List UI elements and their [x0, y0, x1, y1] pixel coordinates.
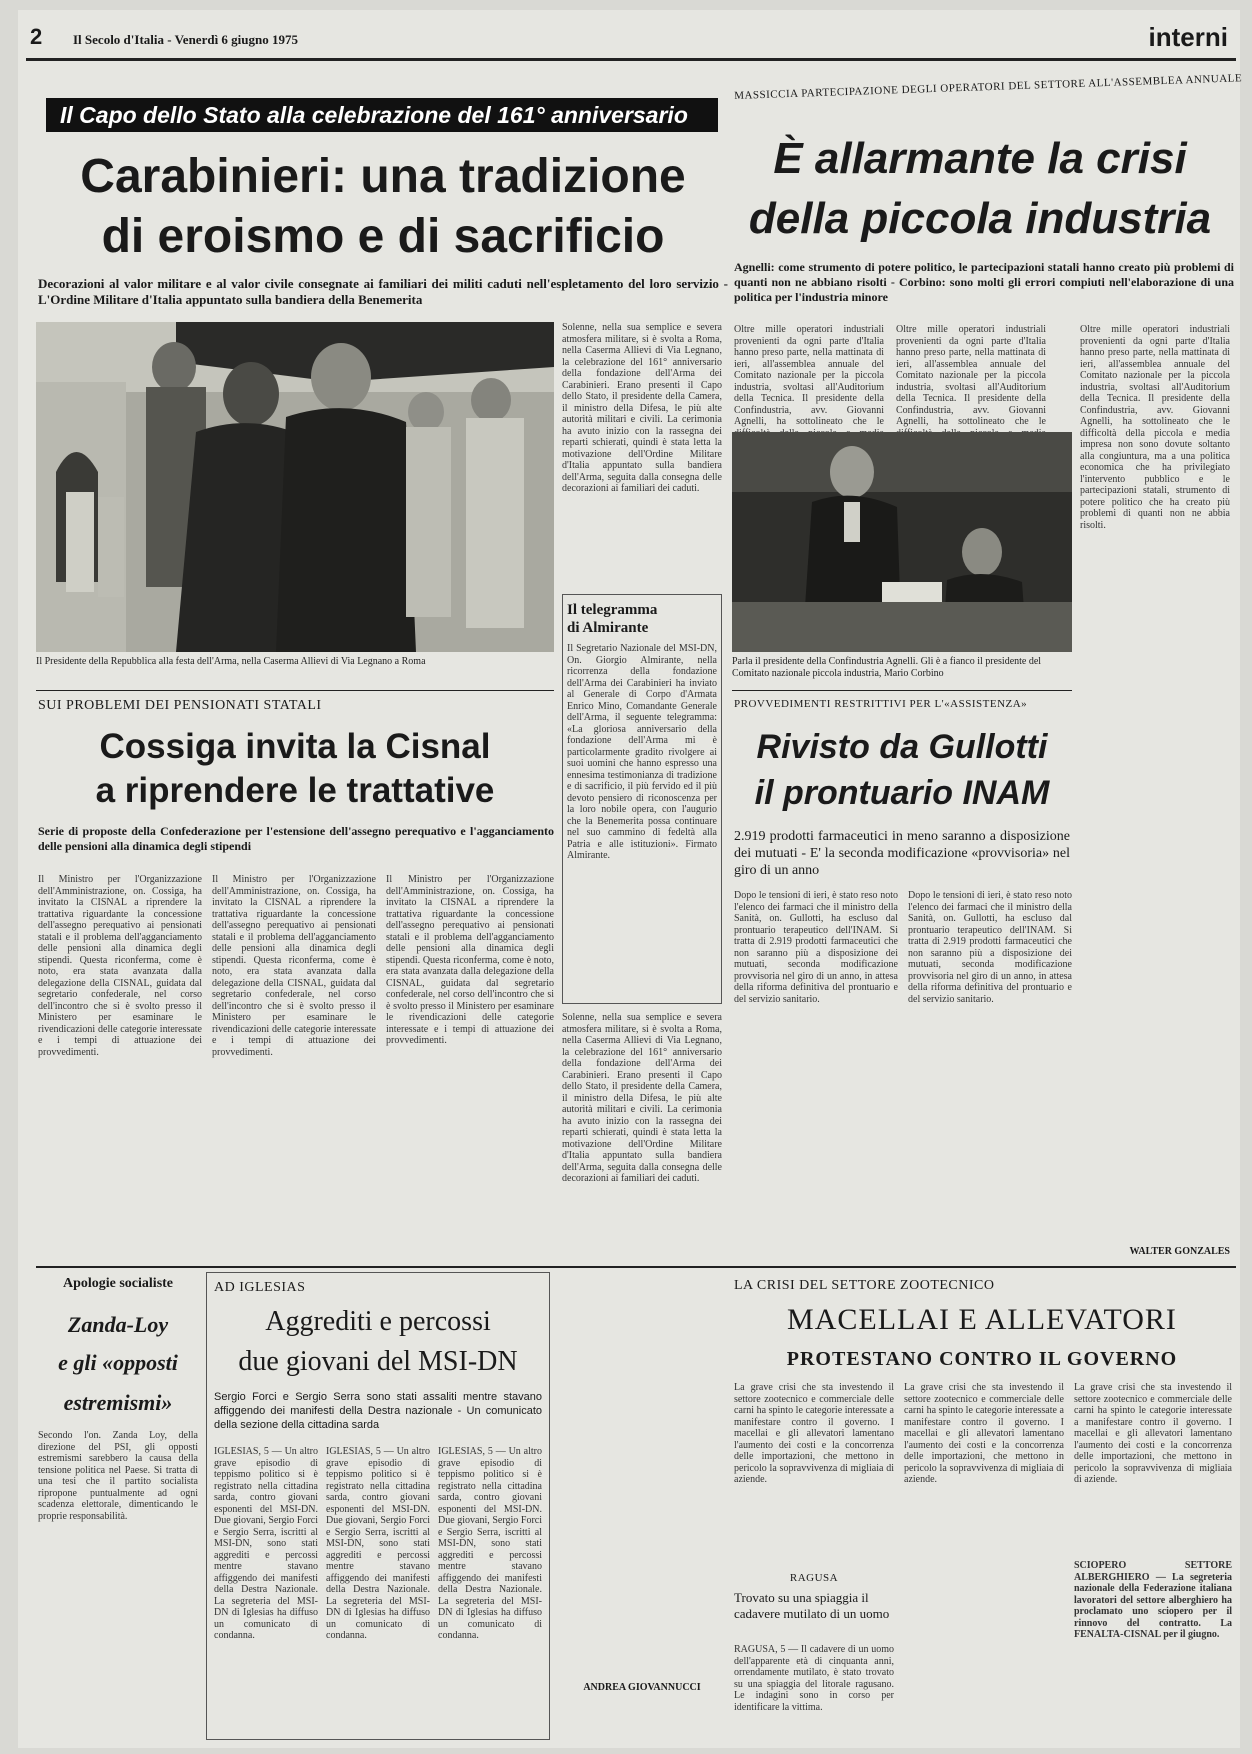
article1-photo-caption: Il Presidente della Repubblica alla festa dell'Arma, nella Caserma Allievi di Via Legnano a Roma [36, 656, 426, 667]
carabinieri-ceremony-image [36, 322, 554, 652]
article2-photo [732, 432, 1072, 652]
article7-kicker: RAGUSA [789, 1572, 839, 1584]
article6-subhead: Sergio Forci e Sergio Serra sono stati assaliti mentre stavano affiggendo dei manifesti della Destra nazionale - Un comunicato della sezione della cittadina sarda [214, 1391, 542, 1431]
confindustria-assembly-image [732, 432, 1072, 652]
article3-body-col1: Il Ministro per l'Organizzazione dell'Amministrazione, on. Cossiga, ha invitato la CISNAL a riprendere la trattativa riguardante la concessione dell'assegno perequativo ai pensionati statali e il problema dell'agganciamento delle pensioni alla dinamica degli stipendi. Questa riconferma, come è noto, era stata avanzata dalla delegazione della CISNAL, guidata dal segretario confederale, nel corso dell'incontro che si è svolto presso il Ministero per esaminare le rivendicazioni delle categorie interessate e i tempi di attuazione dei provvedimenti. [38, 874, 202, 1058]
article3-headline-2: a riprendere le trattative [95, 771, 495, 810]
article6-headline-1: Aggrediti e percossi [265, 1306, 491, 1337]
article1-headline-2: di eroismo e di sacrificio [101, 210, 665, 263]
article2-headline-1: È allarmante la crisi [773, 134, 1187, 183]
article8-headline-2: PROTESTANO CONTRO IL GOVERNO [786, 1348, 1178, 1370]
masthead: Il Secolo d'Italia - Venerdì 6 giugno 1975 [73, 32, 298, 47]
article4-headline-2: il prontuario INAM [754, 774, 1050, 812]
section-label: interni [1148, 22, 1228, 52]
article4-kicker: PROVVEDIMENTI RESTRITTIVI PER L'«ASSISTENZA» [734, 698, 1028, 710]
article1-photo [36, 322, 554, 652]
article7-body: RAGUSA, 5 — Il cadavere di un uomo dell'apparente età di cinquanta anni, orrendamente mutilato, è stato trovato su una spiaggia del litorale ragusano. Le indagini sono in corso per identificare la vittima. [734, 1644, 894, 1713]
article6-body-col2: IGLESIAS, 5 — Un altro grave episodio di teppismo politico si è registrato nella cittadina sarda, contro giovani esponenti del MSI-DN. Due giovani, Sergio Forci e Sergio Serra, iscritti al MSI-DN, sono stati aggrediti e percossi mentre stavano affiggendo dei manifesti della Destra Nazionale. La segreteria del MSI-DN di Iglesias ha diffuso un comunicato di condanna. [326, 1446, 430, 1641]
article7-headline: Trovato su una spiaggia il cadavere mutilato di un uomo [734, 1590, 890, 1621]
article1-body: Solenne, nella sua semplice e severa atmosfera militare, si è svolta a Roma, nella Caserma Allievi di Via Legnano, la celebrazione del 161° anniversario della fondazione dell'Arma dei Carabinieri. Erano presenti il Capo dello Stato, il presidente della Camera, il ministro della Difesa, le più alte autorità militari e civili. La cerimonia ha avuto inizio con la rassegna dei reparti schierati, quindi è stata letta la motivazione dell'Ordine Militare d'Italia appuntato sulla bandiera dell'Arma, seguita dalla consegna delle decorazioni ai familiari dei caduti. [562, 322, 722, 494]
article1-banner: Il Capo dello Stato alla celebrazione del 161° anniversario [46, 98, 718, 132]
article5-headline-1: Zanda-Loy [67, 1312, 169, 1337]
article4-rule [732, 690, 1072, 691]
article5-headline-2: e gli «opposti [58, 1350, 178, 1375]
article5-kicker: Apologie socialiste [62, 1276, 174, 1291]
article2-signature: WALTER GONZALES [1129, 1246, 1230, 1257]
article2-subhead: Agnelli: come strumento di potere politico, le partecipazioni statali hanno creato più problemi di quanti non ne abbiano risolti - Corbino: sono molti gli errori compiuti nell'elaborazione di una politica per l'industria minore [734, 260, 1234, 304]
article8-body-col2: La grave crisi che sta investendo il settore zootecnico e commerciale delle carni ha spinto le categorie interessate a manifestare contro il governo. I macellai e gli allevatori lamentano l'aumento dei costi e la concorrenza delle importazioni, che mettono in pericolo la sopravvivenza di migliaia di aziende. [904, 1382, 1064, 1485]
article4-subhead: 2.919 prodotti farmaceutici in meno saranno a disposizione dei mutuati - E' la seconda modificazione «provvisoria» nel giro di un anno [734, 829, 1070, 878]
article8-body-col3: La grave crisi che sta investendo il settore zootecnico e commerciale delle carni ha spinto le categorie interessate a manifestare contro il governo. I macellai e gli allevatori lamentano l'aumento dei costi e la concorrenza delle importazioni, che mettono in pericolo la sopravvivenza di migliaia di aziende. [1074, 1382, 1232, 1485]
article1-continuation: Solenne, nella sua semplice e severa atmosfera militare, si è svolta a Roma, nella Caserma Allievi di Via Legnano, la celebrazione del 161° anniversario della fondazione dell'Arma dei Carabinieri. Erano presenti il Capo dello Stato, il presidente della Camera, il ministro della Difesa, le più alte autorità militari e civili. La cerimonia ha avuto inizio con la rassegna dei reparti schierati, quindi è stata letta la motivazione dell'Ordine Militare d'Italia appuntato sulla bandiera dell'Arma, seguita dalla consegna delle decorazioni ai familiari dei caduti. [562, 1012, 722, 1184]
article6-headline-2: due giovani del MSI-DN [238, 1346, 518, 1377]
article5-body: Secondo l'on. Zanda Loy, della direzione del PSI, gli opposti estremismi sarebbero la causa della tensione politica nel Paese. Si tratta di una tesi che il partito socialista ripropone puntualmente ad ogni scadenza elettorale, dimenticando le proprie responsabilità. [38, 1430, 198, 1522]
article8-headline-1: MACELLAI E ALLEVATORI [787, 1303, 1177, 1336]
article3-rule [36, 690, 554, 691]
article6-body-col1: IGLESIAS, 5 — Un altro grave episodio di teppismo politico si è registrato nella cittadina sarda, contro giovani esponenti del MSI-DN. Due giovani, Sergio Forci e Sergio Serra, iscritti al MSI-DN, sono stati aggrediti e percossi mentre stavano affiggendo dei manifesti della Destra Nazionale. La segreteria del MSI-DN di Iglesias ha diffuso un comunicato di condanna. [214, 1446, 318, 1641]
header-rule [26, 58, 1236, 61]
bottom-section-rule [36, 1266, 1236, 1268]
article6-kicker: AD IGLESIAS [214, 1280, 306, 1295]
article2-body-col1: Oltre mille operatori industriali provenienti da ogni parte d'Italia hanno preso parte, nella mattinata di ieri, all'assemblea annuale del Comitato nazionale per la piccola industria, svoltasi all'Auditorium della Tecnica. Il presidente della Confindustria, avv. Giovanni Agnelli, ha sottolineato che le [734, 324, 884, 427]
telegram-title-2: di Almirante [567, 620, 649, 636]
telegram-title-1: Il telegramma [567, 602, 658, 618]
newspaper-page [18, 10, 1243, 1748]
article1-headline-1: Carabinieri: una tradizione [80, 150, 686, 203]
article6-body-col3: IGLESIAS, 5 — Un altro grave episodio di teppismo politico si è registrato nella cittadina sarda, contro giovani esponenti del MSI-DN. Due giovani, Sergio Forci e Sergio Serra, iscritti al MSI-DN, sono stati aggrediti e percossi mentre stavano affiggendo dei manifesti della Destra Nazionale. La segreteria del MSI-DN di Iglesias ha diffuso un comunicato di condanna. [438, 1446, 542, 1641]
article2-headline-2: della piccola industria [748, 194, 1212, 243]
article5-headline-3: estremismi» [63, 1390, 173, 1415]
article2-photo-caption: Parla il presidente della Confindustria Agnelli. Gli è a fianco il presidente del Comitato nazionale piccola industria, Mario Corbino [732, 656, 1042, 679]
article2-body-col2: Oltre mille operatori industriali provenienti da ogni parte d'Italia hanno preso parte, nella mattinata di ieri, all'assemblea annuale del Comitato nazionale per la piccola industria, svoltasi all'Auditorium della Tecnica. Il presidente della Confindustria, avv. Giovanni Agnelli, ha sottolineato che le [896, 324, 1046, 427]
article3-subhead: Serie di proposte della Confederazione per l'estensione dell'assegno perequativo e l'agganciamento delle pensioni alla dinamica degli stipendi [38, 824, 554, 853]
article8-body-col1: La grave crisi che sta investendo il settore zootecnico e commerciale delle carni ha spinto le categorie interessate a manifestare contro il governo. I macellai e gli allevatori lamentano l'aumento dei costi e la concorrenza delle importazioni, che mettono in pericolo la sopravvivenza di migliaia di aziende. [734, 1382, 894, 1485]
article7-signature: ANDREA GIOVANNUCCI [583, 1682, 701, 1693]
article3-headline-1: Cossiga invita la Cisnal [99, 727, 491, 766]
article3-body-col3: Il Ministro per l'Organizzazione dell'Amministrazione, on. Cossiga, ha invitato la CISNAL a riprendere la trattativa riguardante la concessione dell'assegno perequativo ai pensionati statali e il problema dell'agganciamento delle pensioni alla dinamica degli stipendi. Questa riconferma, come è noto, era stata avanzata dalla delegazione della CISNAL, guidata dal segretario confederale, nel corso dell'incontro che si è svolto presso il Ministero per esaminare le rivendicazioni delle categorie interessate e i tempi di attuazione dei provvedimenti. [386, 874, 554, 1046]
article8-kicker: LA CRISI DEL SETTORE ZOOTECNICO [734, 1278, 995, 1293]
article3-body-col2: Il Ministro per l'Organizzazione dell'Amministrazione, on. Cossiga, ha invitato la CISNAL a riprendere la trattativa riguardante la concessione dell'assegno perequativo ai pensionati statali e il problema dell'agganciamento delle pensioni alla dinamica degli stipendi. Questa riconferma, come è noto, era stata avanzata dalla delegazione della CISNAL, guidata dal segretario confederale, nel corso dell'incontro che si è svolto presso il Ministero per esaminare le rivendicazioni delle categorie interessate e i tempi di attuazione dei provvedimenti. [212, 874, 376, 1058]
page-number: 2 [30, 24, 43, 49]
article4-body-col2: Dopo le tensioni di ieri, è stato reso noto l'elenco dei farmaci che il ministro della Sanità, on. Gullotti, ha escluso dal prontuario terapeutico dell'INAM. Si tratta di 2.919 prodotti farmaceutici che non saranno più a disposizione dei mutuati, seconda modificazione provvisoria nel giro di un anno, in attesa della riforma definitiva del prontuario e del servizio sanitario. [908, 890, 1072, 1005]
article4-body-col1: Dopo le tensioni di ieri, è stato reso noto l'elenco dei farmaci che il ministro della Sanità, on. Gullotti, ha escluso dal prontuario terapeutico dell'INAM. Si tratta di 2.919 prodotti farmaceutici che non saranno più a disposizione dei mutuati, seconda modificazione provvisoria nel giro di un anno, in attesa della riforma definitiva del prontuario e del servizio sanitario. [734, 890, 898, 1005]
telegram-body: Il Segretario Nazionale del MSI-DN, On. Giorgio Almirante, nella ricorrenza della fondazione dell'Arma dei Carabinieri ha inviato al Generale di Corpo d'Armata Enrico Mino, Comandante Generale dell'Arma, il seguente telegramma: «La gloriosa anniversario della fondazione dell'Arma mi è particolarmente gradito rivolgere ai suoi uomini che hanno espresso una ennesima testimonianza di tradizione e di sacrificio, il più fervido ed il più devoto pensiero di riconoscenza per la loro nobile opera, con l'augurio che la Benemerita possa continuare nel suo cammino di fedeltà alla Patria e alle istituzioni». Firmato Almirante. [567, 643, 717, 861]
article2-kicker: MASSICCIA PARTECIPAZIONE DEGLI OPERATORI DEL SETTORE ALL'ASSEMBLEA ANNUALE [734, 72, 1243, 102]
article2-body-col3: Oltre mille operatori industriali provenienti da ogni parte d'Italia hanno preso parte, nella mattinata di ieri, all'assemblea annuale del Comitato nazionale per la piccola industria, svoltasi all'Auditorium della Tecnica. Il presidente della Confindustria, avv. Giovanni Agnelli, ha sottolineato che le difficoltà della piccola e media impresa non sono dovute soltanto alla congiuntura, ma a una politica economica che ha privilegiato l'intervento pubblico e le partecipazioni statali, strumento di potere politico che ha creato più problemi di quanti non ne abbia risolti. [1080, 324, 1230, 531]
article3-kicker: SUI PROBLEMI DEI PENSIONATI STATALI [38, 698, 322, 713]
telegram-box [562, 594, 722, 1004]
article8-strike-note: SCIOPERO SETTORE ALBERGHIERO — La segreteria nazionale della Federazione italiana lavoratori del settore alberghiero ha proclamato uno sciopero per il rinnovo del contratto. La FENALTA-CISNAL per il giugno. [1074, 1560, 1232, 1640]
article4-headline-1: Rivisto da Gullotti [756, 728, 1048, 766]
article1-subhead: Decorazioni al valor militare e al valor civile consegnate ai familiari dei militi caduti nell'espletamento del loro servizio - L'Ordine Militare d'Italia appuntato sulla bandiera della Benemerita [38, 276, 728, 307]
